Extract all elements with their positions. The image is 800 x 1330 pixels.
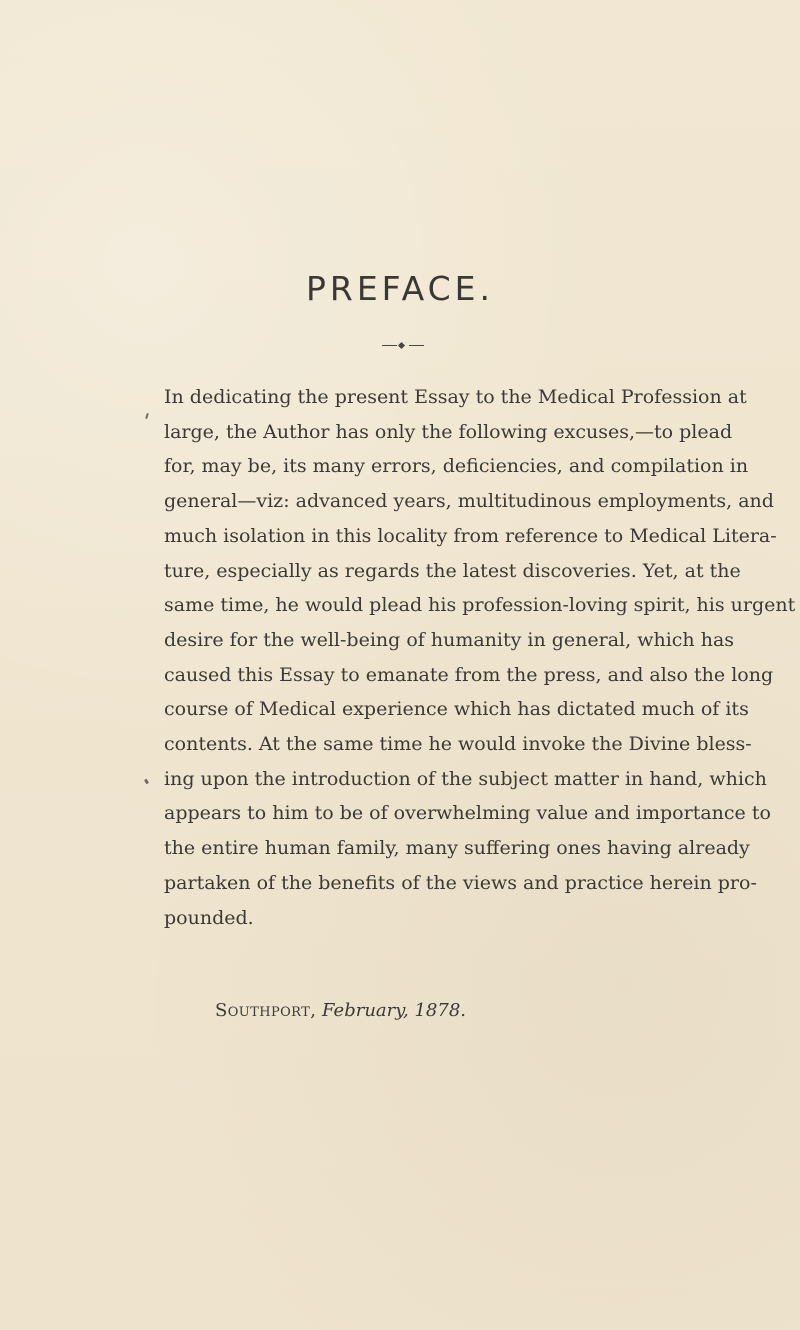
signature-date: February, 1878. <box>322 1000 467 1021</box>
body-line-6: ture, especially as regards the latest discoveries. Yet, at the <box>164 559 741 582</box>
body-line-4: general—viz: advanced years, multitudinous employments, and <box>164 490 774 513</box>
body-line-7: same time, he would plead his profession-loving spirit, his urgent <box>164 594 796 617</box>
body-line-15: partaken of the benefits of the views and practice herein pro- <box>164 871 757 894</box>
title-ornament <box>382 342 424 350</box>
body-line-12: ing upon the introduction of the subject matter in hand, which <box>164 767 767 790</box>
body-line-5: much isolation in this locality from reference to Medical Litera- <box>164 524 777 547</box>
signature-line <box>215 1000 466 1021</box>
body-line-13: appears to him to be of overwhelming value and importance to <box>164 802 771 825</box>
page-title: PREFACE. <box>305 269 494 308</box>
body-line-11: contents. At the same time he would invoke the Divine bless- <box>164 733 752 756</box>
margin-mark <box>144 779 149 785</box>
body-line-10: course of Medical experience which has dictated much of its <box>164 698 749 721</box>
body-line-14: the entire human family, many suffering ones having already <box>164 837 750 860</box>
preface-body <box>164 380 796 935</box>
diamond-icon <box>398 342 405 349</box>
body-line-2: large, the Author has only the following excuses,—to plead <box>164 420 733 443</box>
ornament-left-rule <box>382 345 397 346</box>
margin-mark <box>145 413 149 419</box>
body-line-9: caused this Essay to emanate from the press, and also the long <box>164 663 774 686</box>
body-line-3: for, may be, its many errors, deficiencies, and compilation in <box>164 455 749 478</box>
body-line-8: desire for the well-being of humanity in general, which has <box>164 628 735 651</box>
body-line-16: pounded. <box>164 906 254 929</box>
signature-place: Southport, <box>215 1000 317 1021</box>
ornament-right-rule <box>409 345 424 346</box>
body-line-1: In dedicating the present Essay to the Medical Profession at <box>164 386 747 408</box>
